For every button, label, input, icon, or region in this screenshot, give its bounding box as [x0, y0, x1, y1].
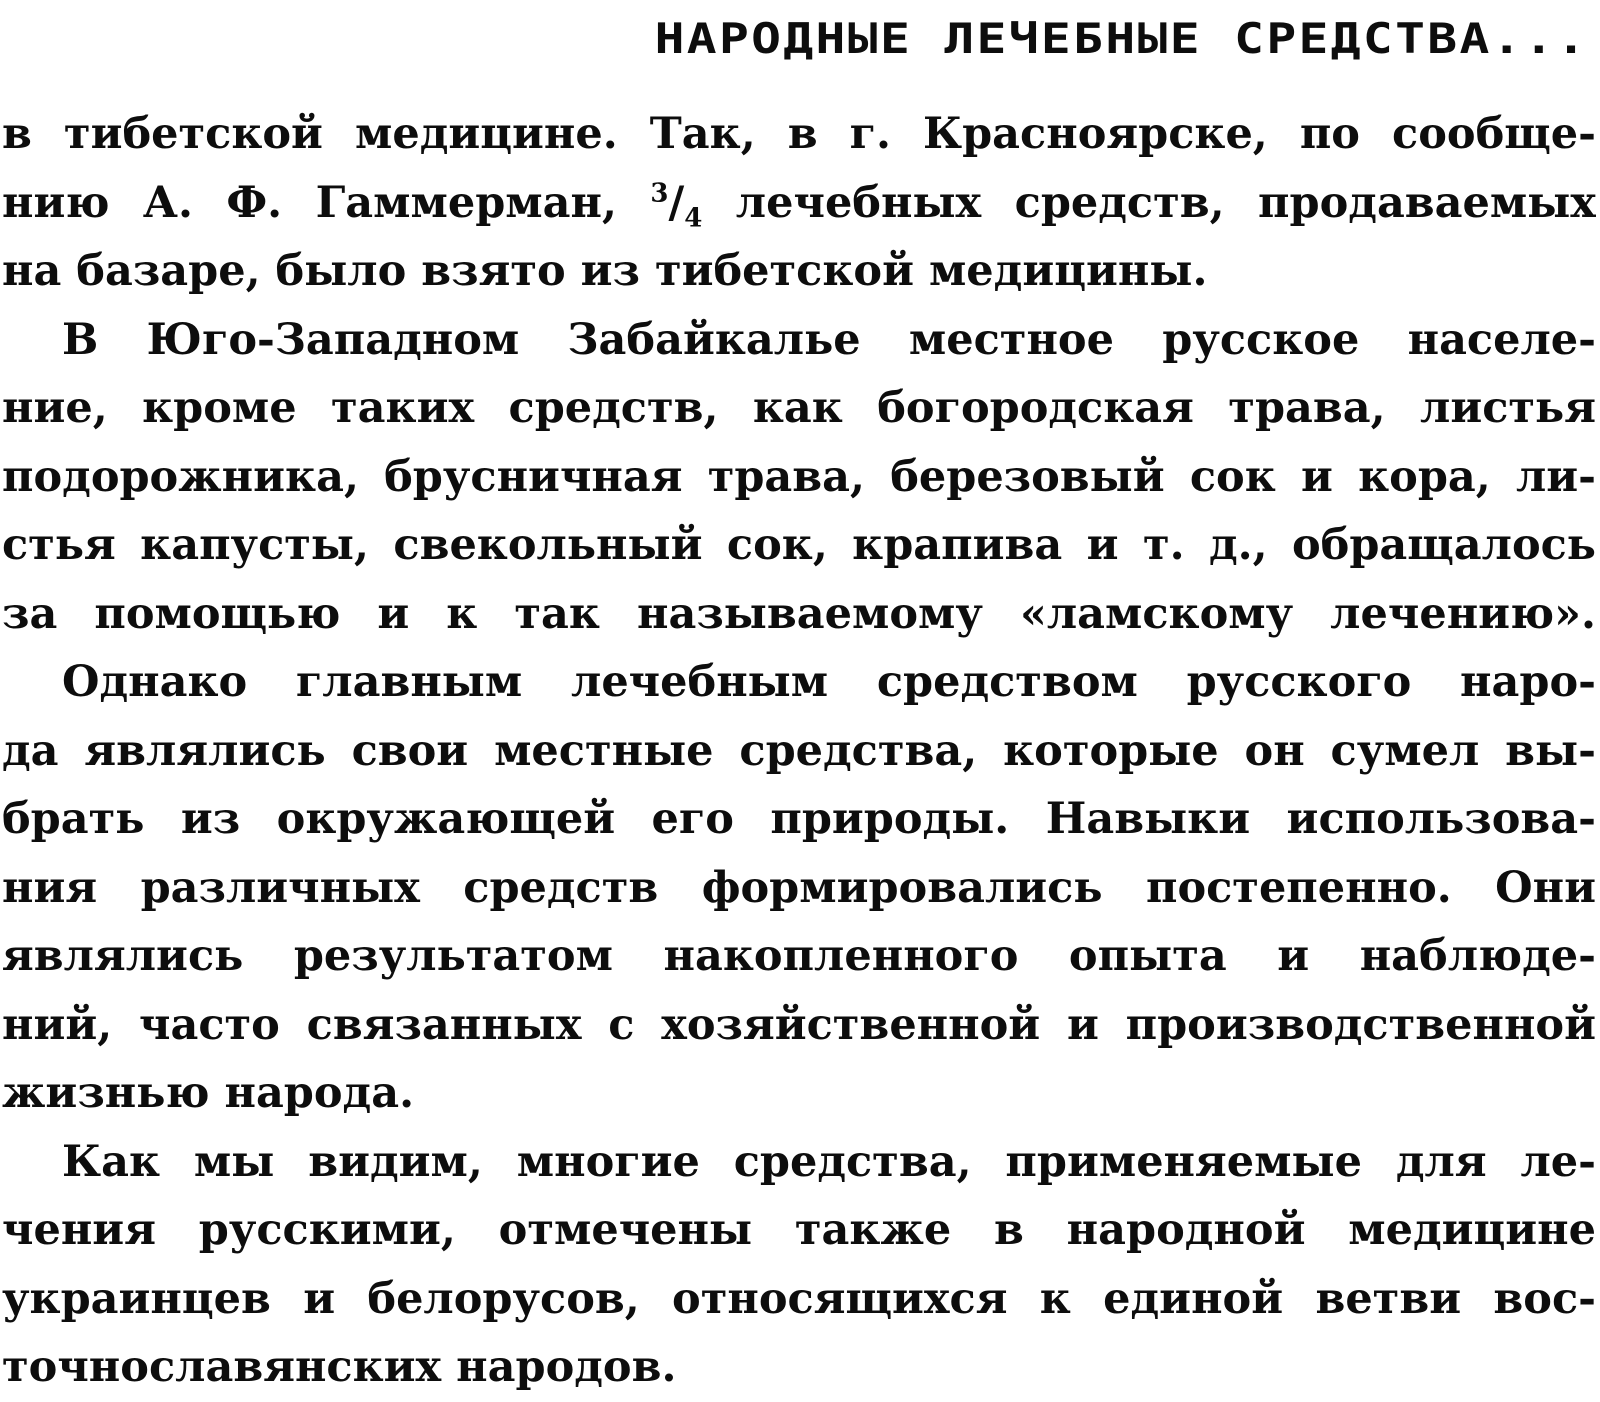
- text-line: стья капусты, свекольный сок, крапива и т. д., обращалось: [2, 520, 1596, 570]
- text-line: чения русскими, отмечены также в народной медицине: [2, 1205, 1596, 1255]
- text-line: ния различных средств формировались постепенно. Они: [2, 862, 1596, 913]
- text-line: точнославянских народов.: [2, 1342, 677, 1392]
- fraction-denominator: 4: [684, 203, 703, 234]
- paragraph-start-line: Однако главным лечебным средством русского наро-: [62, 657, 1596, 707]
- text-line: ний, часто связанных с хозяйственной и производственной: [2, 999, 1596, 1050]
- text-line: за помощью и к так называемому «ламскому лечению».: [2, 588, 1596, 639]
- text-line: в тибетской медицине. Так, в г. Красноярске, по сообще-: [2, 109, 1596, 159]
- paragraph-start-line: В Юго-Западном Забайкалье местное русское населе-: [62, 314, 1596, 365]
- running-header: НАРОДНЫЕ ЛЕЧЕБНЫЕ СРЕДСТВА...: [654, 14, 1588, 63]
- text-line: являлись результатом накопленного опыта и наблюде-: [2, 931, 1596, 981]
- text-line: брать из окружающей его природы. Навыки использова-: [2, 794, 1596, 844]
- text-segment: лечебных средств, продаваемых: [702, 177, 1596, 228]
- text-line: на базаре, было взято из тибетской медицины.: [2, 246, 1208, 296]
- text-segment: нию А. Ф. Гаммерман,: [2, 177, 617, 228]
- text-line: жизнью народа.: [2, 1068, 415, 1118]
- body-text: [2, 100, 1596, 1402]
- text-line: подорожника, брусничная трава, березовый сок и кора, ли-: [2, 451, 1596, 502]
- text-line: да являлись свои местные средства, которые он сумел вы-: [2, 725, 1596, 776]
- text-line-fraction: нию А. Ф. Гаммерман, $^3/_4$ лечебных средств, продаваемых: [2, 177, 1596, 234]
- fraction-numerator: 3: [650, 178, 669, 209]
- paragraph-start-line: Как мы видим, многие средства, применяемые для ле-: [62, 1136, 1596, 1187]
- text-line: ние, кроме таких средств, как богородская трава, листья: [2, 383, 1596, 433]
- text-line: украинцев и белорусов, относящихся к единой ветви вос-: [2, 1273, 1596, 1324]
